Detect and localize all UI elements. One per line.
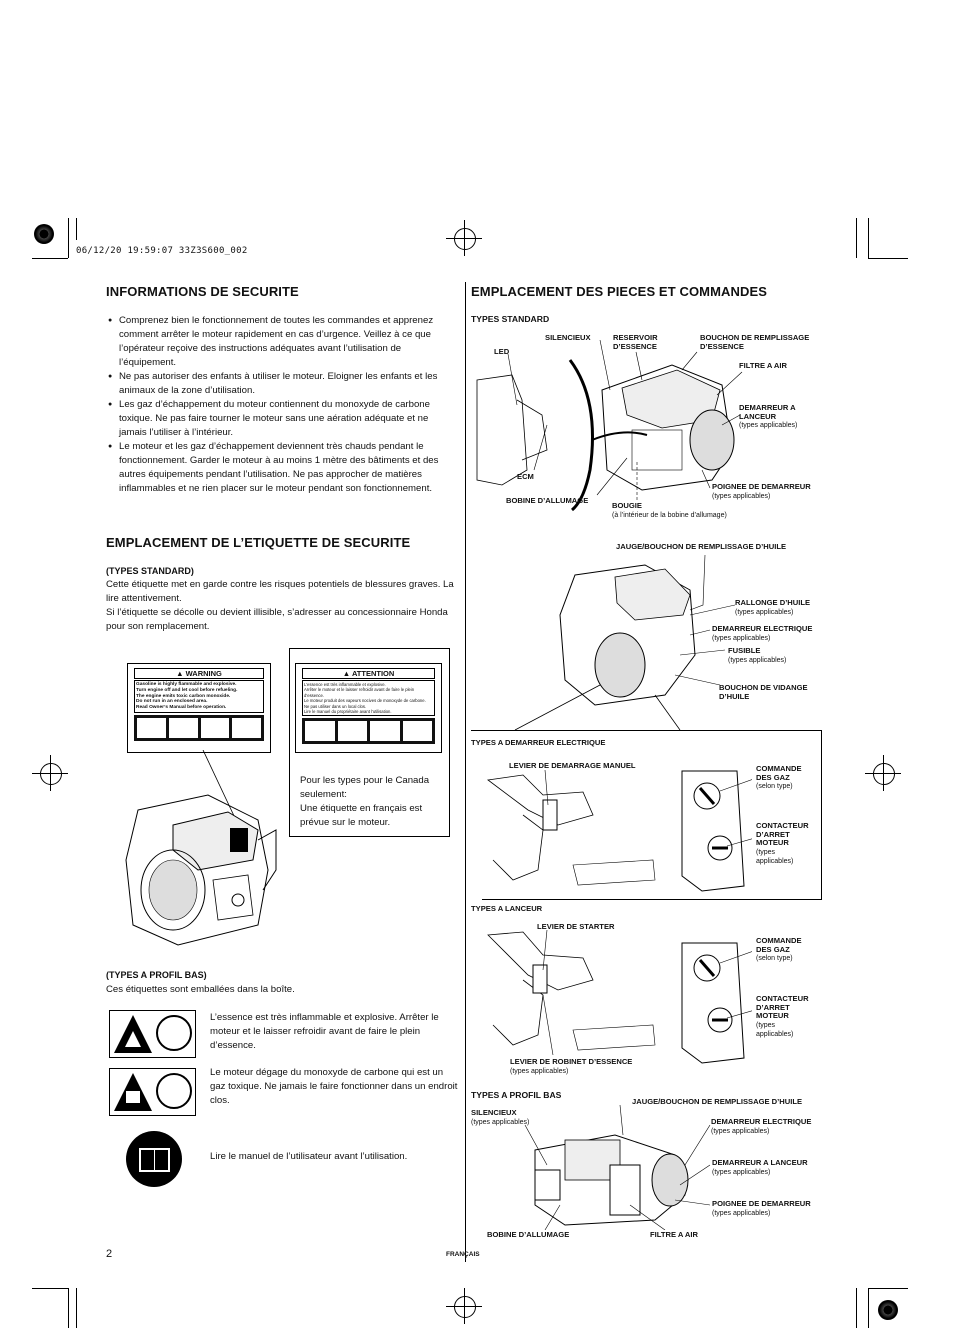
safety-title: INFORMATIONS DE SECURITE xyxy=(106,284,299,299)
label-bougie xyxy=(612,502,727,520)
profil-bas-jauge: JAUGE/BOUCHON DE REMPLISSAGE D’HUILE xyxy=(632,1097,803,1106)
manual-book-icon xyxy=(126,1131,182,1187)
crop-mark xyxy=(76,218,77,240)
label-ecm: ECM xyxy=(517,472,534,481)
label-rallonge-text: RALLONGE D’HUILE xyxy=(735,598,811,607)
crop-mark xyxy=(856,218,857,258)
lanceur-robinet-text: LEVIER DE ROBINET D’ESSENCE xyxy=(510,1057,633,1066)
attention-line: Le moteur produit des vapeurs nocives de monoxyde de carbone. xyxy=(304,698,426,704)
profil-bas-bobine: BOBINE D’ALLUMAGE xyxy=(487,1230,570,1239)
label-silencieux: SILENCIEUX xyxy=(545,333,591,342)
low-profile-engine-illustration xyxy=(505,1105,715,1230)
profil-bas-filtre: FILTRE A AIR xyxy=(650,1230,698,1239)
label-fusible xyxy=(728,647,786,665)
crop-mark xyxy=(856,1288,857,1328)
attention-line: Arrêter le moteur et le laisser refroidir avant de faire le plein d’essence. xyxy=(304,687,415,698)
throttle-panel-illustration-2 xyxy=(672,938,752,1064)
warning-line: Read Owner’s Manual before operation. xyxy=(136,705,227,711)
safety-bullet: ● Ne pas autoriser des enfants à utiliser le moteur. Eloigner les enfants et les animaux de la zone d’utilisation. xyxy=(108,370,458,398)
parts-title: EMPLACEMENT DES PIECES ET COMMANDES xyxy=(471,284,768,299)
label-paragraph-1: Cette étiquette met en garde contre les risques potentiels de blessures graves. La lire attentivement. xyxy=(106,579,454,604)
profil-bas-poignee-sub: (types applicables) xyxy=(712,1209,771,1217)
attention-line: L’essence est très inflammable et explosive. xyxy=(304,682,386,687)
label-vidange: BOUCHON DE VIDANGE D’HUILE xyxy=(719,683,808,701)
elec-commande-gaz xyxy=(756,765,802,792)
elec-types-title: TYPES A DEMARREUR ELECTRIQUE xyxy=(471,738,606,747)
crop-mark xyxy=(76,1288,77,1328)
registration-mark-bottom-right xyxy=(878,1300,898,1320)
crosshair-line xyxy=(50,755,51,791)
label-demarreur-lanceur-text: DEMARREUR A LANCEUR xyxy=(739,403,796,421)
page-number: 2 xyxy=(106,1248,113,1260)
label-demarreur-elec xyxy=(712,625,812,643)
warning-line: Gasoline is highly flammable and explosive. xyxy=(136,682,237,687)
crosshair-bottom-center xyxy=(454,1296,476,1318)
detail-frame xyxy=(482,899,822,900)
crosshair-right xyxy=(873,763,895,785)
warning-pictograms xyxy=(134,715,264,741)
crop-mark xyxy=(868,1288,869,1328)
crop-mark xyxy=(68,218,69,258)
warning-line: The engine emits toxic carbon monoxide. xyxy=(136,693,231,699)
column-divider xyxy=(465,282,466,1262)
label-poignee-text: POIGNEE DE DEMARREUR xyxy=(712,482,811,491)
crop-mark xyxy=(68,1288,69,1328)
profil-bas-demarreur-elec xyxy=(711,1118,811,1136)
types-standard-label: TYPES STANDARD xyxy=(471,314,550,324)
profil-bas-demarreur-lanceur-sub: (types applicables) xyxy=(712,1168,771,1176)
lanceur-commande-gaz-sub: (selon type) xyxy=(756,955,793,962)
label-rallonge xyxy=(735,599,810,617)
label-jauge: JAUGE/BOUCHON DE REMPLISSAGE D’HUILE xyxy=(616,542,787,551)
elec-contacteur xyxy=(756,822,809,867)
label-bouchon-remplissage: BOUCHON DE REMPLISSAGE D’ESSENCE xyxy=(700,333,810,351)
lanceur-commande-gaz-text: COMMANDE DES GAZ xyxy=(756,936,802,954)
profil-bas-demarreur-elec-text: DEMARREUR ELECTRIQUE xyxy=(711,1117,812,1126)
crosshair-left xyxy=(40,763,62,785)
profil-bas-silencieux-text: SILENCIEUX xyxy=(471,1108,517,1117)
engine-illustration xyxy=(118,750,288,950)
profil-bas-silencieux-sub: (types applicables) xyxy=(471,1118,530,1126)
crosshair-line xyxy=(883,755,884,791)
throttle-panel-illustration xyxy=(672,766,752,892)
label-bobine: BOBINE D’ALLUMAGE xyxy=(506,496,589,505)
crosshair-line xyxy=(464,220,465,256)
canada-note: Pour les types pour le Canada seulement: Une étiquette en français est prévue sur le moteur. xyxy=(300,775,430,828)
label-fusible-sub: (types applicables) xyxy=(728,656,787,664)
manual-lever-illustration xyxy=(483,770,658,890)
crosshair-top-center xyxy=(454,228,476,250)
label-demarreur-lanceur xyxy=(739,404,797,431)
label-demarreur-lanceur-sub: (types applicables) xyxy=(739,422,798,429)
label-led: LED xyxy=(494,347,510,356)
label-location-title: EMPLACEMENT DE L’ETIQUETTE DE SECURITE xyxy=(106,535,411,550)
safety-bullet: ● Comprenez bien le fonctionnement de toutes les commandes et apprenez comment arrêter le moteur rapidement en cas d’urgence. Veillez à ce que l’opérateur reçoive des instructions adéquates avant l’utilisation de l’équipement. xyxy=(108,314,458,370)
low-profile-text: Ces étiquettes sont emballées dans la boîte. xyxy=(106,984,295,995)
lanceur-contacteur-sub: (types applicables) xyxy=(756,1021,794,1038)
warning-label xyxy=(127,663,271,753)
crop-mark xyxy=(32,1288,68,1289)
crop-mark xyxy=(868,218,869,258)
crop-mark xyxy=(868,258,908,259)
low-profile-heading: (TYPES A PROFIL BAS) xyxy=(106,970,207,980)
fuel-fire-icon xyxy=(109,1010,196,1058)
lanceur-contacteur-text: CONTACTEUR D’ARRET MOTEUR xyxy=(756,994,809,1020)
safety-bullets xyxy=(108,314,458,496)
lanceur-commande-gaz xyxy=(756,937,802,964)
crop-mark xyxy=(868,1288,908,1289)
profil-bas-poignee-text: POIGNEE DE DEMARREUR xyxy=(712,1199,811,1208)
electric-engine-illustration xyxy=(505,555,735,735)
crop-mark xyxy=(32,258,68,259)
registration-mark-top-left xyxy=(34,224,54,244)
label-reservoir: RESERVOIR D’ESSENCE xyxy=(613,333,658,351)
attention-line: Lire le manuel du propriétaire avant l’utilisation. xyxy=(304,709,392,715)
label-poignee xyxy=(712,483,811,501)
label-filtre-air: FILTRE A AIR xyxy=(739,361,787,370)
choke-lever-illustration xyxy=(483,930,658,1055)
profil-bas-title: TYPES A PROFIL BAS xyxy=(471,1090,562,1100)
attention-label xyxy=(295,663,442,753)
print-stamp: 06/12/20 19:59:07 33Z3S600_002 xyxy=(76,246,248,256)
label-poignee-sub: (types applicables) xyxy=(712,492,771,500)
detail-frame xyxy=(821,730,822,900)
label-bougie-text: BOUGIE xyxy=(612,501,642,510)
footer-language: FRANÇAIS xyxy=(446,1251,480,1258)
lanceur-levier-starter: LEVIER DE STARTER xyxy=(537,922,615,931)
lanceur-types-title: TYPES A LANCEUR xyxy=(471,904,543,913)
profil-bas-demarreur-lanceur-text: DEMARREUR A LANCEUR xyxy=(712,1158,808,1167)
label-demarreur-elec-text: DEMARREUR ELECTRIQUE xyxy=(712,624,813,633)
elec-commande-gaz-sub: (selon type) xyxy=(756,783,793,790)
label-paragraph-2: Si l’étiquette se décolle ou devient illisible, s’adresser au concessionnaire Honda pour son remplacement. xyxy=(106,607,448,632)
types-standard-heading: (TYPES STANDARD) xyxy=(106,566,194,576)
elec-contacteur-sub: (types applicables) xyxy=(756,848,794,865)
manual-book-text: Lire le manuel de l’utilisateur avant l’utilisation. xyxy=(210,1151,408,1162)
label-fusible-text: FUSIBLE xyxy=(728,646,761,655)
crosshair-line xyxy=(464,1288,465,1324)
fuel-fire-text: L’essence est très inflammable et explosive. Arrêter le moteur et le laisser refroidir avant de faire le plein d’essence. xyxy=(210,1012,439,1051)
safety-bullet: ● Les gaz d’échappement du moteur contiennent du monoxyde de carbone toxique. Ne pas faire tourner le moteur sans une aération adéquate et ne jamais l’utiliser à l’intérieur. xyxy=(108,398,458,440)
safety-bullet: ● Le moteur et les gaz d’échappement deviennent très chauds pendant le fonctionnement. Garder le moteur à au moins 1 mètre des bâtiments et des autres équipements pendant l’utilisation. Ne pas approcher de matières inflammables et ne rien placer sur le moteur pendant son fonctionnement. xyxy=(108,440,458,496)
lanceur-contacteur xyxy=(756,995,809,1040)
detail-frame xyxy=(471,730,821,731)
attention-header: ▲ ATTENTION xyxy=(302,668,435,679)
lanceur-robinet-sub: (types applicables) xyxy=(510,1067,569,1075)
label-bougie-sub: (à l’intérieur de la bobine d’allumage) xyxy=(612,511,727,519)
warning-line: Turn engine off and let cool before refueling. xyxy=(136,687,238,693)
profil-bas-demarreur-lanceur xyxy=(712,1159,808,1177)
attention-line: Ne pas utiliser dans un local clos. xyxy=(304,703,367,709)
label-demarreur-elec-sub: (types applicables) xyxy=(712,634,771,642)
profil-bas-demarreur-elec-sub: (types applicables) xyxy=(711,1127,770,1135)
profil-bas-poignee xyxy=(712,1200,811,1218)
elec-contacteur-text: CONTACTEUR D’ARRET MOTEUR xyxy=(756,821,809,847)
carbon-monoxide-text: Le moteur dégage du monoxyde de carbone qui est un gaz toxique. Ne jamais le faire fonctionner dans un endroit clos. xyxy=(210,1067,458,1106)
elec-levier: LEVIER DE DEMARRAGE MANUEL xyxy=(509,761,636,770)
warning-line: Do not run in an enclosed area. xyxy=(136,699,208,705)
attention-pictograms xyxy=(302,718,435,744)
warning-header: ▲ WARNING xyxy=(134,668,264,679)
carbon-monoxide-icon xyxy=(109,1068,196,1116)
lanceur-robinet xyxy=(510,1058,632,1076)
label-rallonge-sub: (types applicables) xyxy=(735,608,794,616)
elec-commande-gaz-text: COMMANDE DES GAZ xyxy=(756,764,802,782)
